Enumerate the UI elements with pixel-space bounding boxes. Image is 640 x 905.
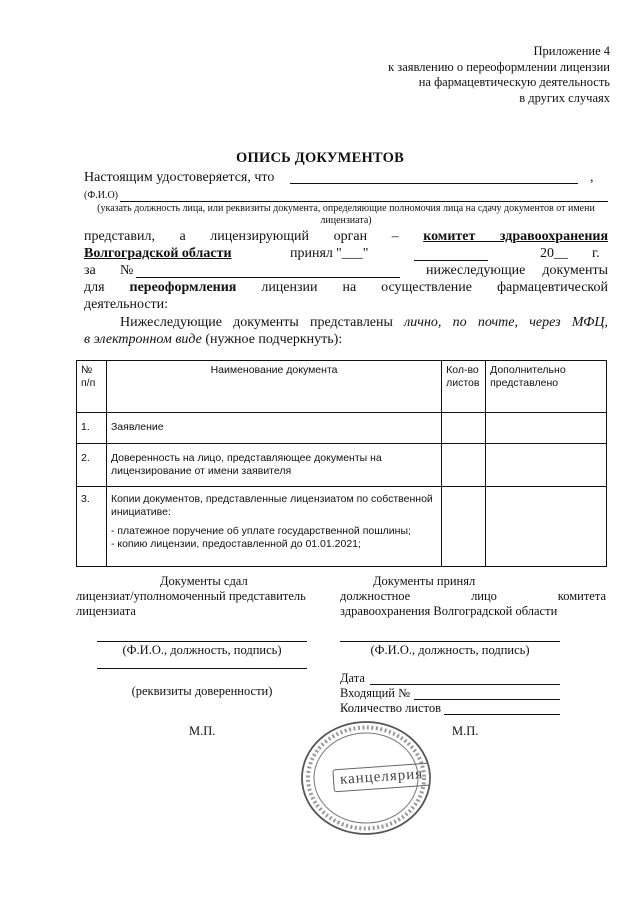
row-name-cell	[106, 487, 441, 567]
row-extra-cell[interactable]	[486, 444, 607, 487]
appendix-line: к заявлению о переоформлении лицензии	[388, 59, 610, 74]
year-suffix: г.	[592, 246, 600, 261]
table-row	[77, 413, 607, 444]
right-signature-line[interactable]	[340, 641, 560, 642]
right-sig-head: Документы принял	[373, 574, 476, 588]
para-rest: лицензии на осуществление фармацевтической	[261, 280, 608, 295]
table-row	[77, 444, 607, 487]
row-num: 2.	[77, 444, 107, 487]
para-line-5: деятельности:	[84, 297, 169, 312]
appendix-header	[388, 44, 610, 106]
row-count-cell[interactable]	[442, 487, 486, 567]
date-day[interactable]: "___"	[336, 246, 369, 261]
left-mp: М.П.	[189, 724, 216, 738]
poa-line[interactable]	[97, 668, 307, 669]
para-word: –	[391, 229, 399, 244]
date-line[interactable]	[370, 684, 560, 685]
para-word: орган	[333, 229, 368, 244]
sheets-label: Количество листов	[340, 701, 442, 715]
row-extra-cell[interactable]	[486, 413, 607, 444]
left-sig-head: Документы сдал	[160, 574, 248, 588]
date-label: Дата	[340, 671, 365, 685]
submitted-modes[interactable]: лично, по почте, через МФЦ,	[404, 315, 609, 330]
right-fio-caption: (Ф.И.О., должность, подпись)	[370, 643, 530, 657]
left-signature-line[interactable]	[97, 641, 307, 642]
reissue-word: переоформления	[129, 280, 237, 295]
left-sig-line3: лицензиата	[76, 604, 136, 618]
sheets-line[interactable]	[444, 714, 560, 715]
row-subitem: - платежное поручение об уплате государственной пошлины;	[110, 525, 411, 537]
submitted-line-2	[84, 331, 342, 348]
number-sign: №	[120, 263, 134, 278]
number-line[interactable]	[136, 277, 400, 278]
row-name: Заявление	[106, 413, 441, 444]
submitted-lead: Нижеследующие документы представлены	[120, 315, 393, 330]
para-word: а	[179, 229, 186, 244]
para-line-3	[84, 262, 608, 279]
row-extra-cell[interactable]	[486, 487, 607, 567]
dlya-word: для	[84, 280, 105, 295]
table-header-row	[77, 361, 607, 413]
certify-comma: ,	[590, 170, 594, 185]
para-word: лицензирующий	[210, 229, 310, 244]
row-count-cell[interactable]	[442, 413, 486, 444]
document-title: ОПИСЬ ДОКУМЕНТОВ	[236, 150, 404, 166]
certify-name-line[interactable]	[290, 183, 578, 184]
authority-hint: (указать должность лица, или реквизиты документа, определяющие полномочия лица на сдачу документов от имени лицензиата)	[97, 203, 595, 226]
para-word: представил,	[84, 229, 155, 244]
za-word: за	[84, 263, 96, 278]
submitted-line-1	[120, 314, 608, 331]
table-row	[77, 487, 607, 567]
header-num: № п/п	[77, 361, 107, 413]
right-mp: М.П.	[452, 724, 479, 738]
appendix-line: в других случаях	[519, 90, 610, 105]
date-month-line[interactable]	[414, 260, 488, 261]
row-name: Копии документов, представленные лицензиатом по собственной инициативе:	[110, 493, 433, 518]
right-sig-line2: должностное лицо комитета	[340, 589, 606, 603]
fio-line[interactable]	[120, 201, 608, 202]
header-extra: Дополнительно представлено	[486, 361, 607, 413]
incoming-label: Входящий №	[340, 686, 411, 700]
submitted-tail: (нужное подчеркнуть):	[205, 332, 343, 347]
region-name: Волгоградской области	[84, 246, 232, 261]
para-line-2	[84, 245, 608, 262]
row-subitem: - копию лицензии, предоставленной до 01.01.2021;	[110, 538, 361, 550]
row-num: 3.	[77, 487, 107, 567]
row-count-cell[interactable]	[442, 444, 486, 487]
header-name: Наименование документа	[106, 361, 441, 413]
para-line-4	[84, 279, 608, 296]
para-line-1	[84, 228, 608, 245]
right-sig-line3: здравоохранения Волгоградской области	[340, 604, 558, 618]
org-name: комитет здравоохранения	[423, 229, 609, 244]
stamp-label: канцелярия	[332, 763, 431, 793]
documents-table	[76, 360, 607, 567]
incoming-line[interactable]	[414, 699, 560, 700]
row-name: Доверенность на лицо, представляющее документы на лицензирование от имени заявителя	[106, 444, 441, 487]
following-text: нижеследующие документы	[426, 263, 608, 278]
poa-caption: (реквизиты доверенности)	[131, 684, 273, 698]
header-count: Кол-во листов	[442, 361, 486, 413]
fio-label: (Ф.И.О)	[84, 190, 119, 201]
appendix-line: Приложение 4	[533, 44, 610, 58]
appendix-line: на фармацевтическую деятельность	[418, 75, 610, 89]
left-sig-line2: лицензиат/уполномоченный представитель	[76, 589, 306, 603]
row-num: 1.	[77, 413, 107, 444]
date-year[interactable]: 20__	[540, 246, 568, 261]
left-fio-caption: (Ф.И.О., должность, подпись)	[122, 643, 282, 657]
accepted-word: принял	[290, 246, 333, 261]
submitted-modes-electronic[interactable]: в электронном виде	[84, 332, 202, 347]
certify-text: Настоящим удостоверяется, что	[84, 170, 275, 185]
